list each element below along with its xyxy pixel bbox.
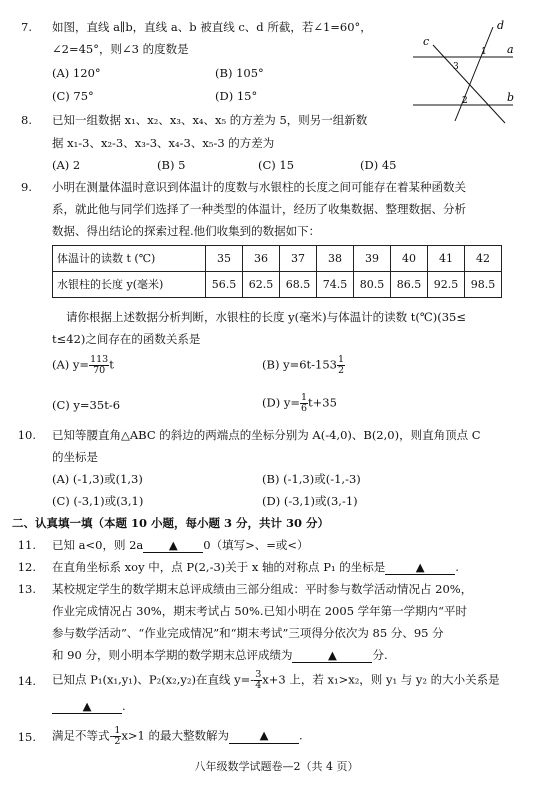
q13-text-line4 bbox=[52, 648, 388, 663]
q14-answer-blank[interactable]: ▲ bbox=[52, 699, 122, 714]
q12-prefix: 在直角坐标系 xoy 中，点 P(2,-3)关于 x 轴的对称点 P₁ 的坐标是 bbox=[52, 560, 386, 574]
q7-number: 7. bbox=[21, 20, 32, 34]
q10-number: 10. bbox=[17, 428, 36, 442]
q12-suffix: . bbox=[455, 560, 459, 574]
q13-text-line1: 某校规定学生的数学期末总评成绩由三部分组成：平时参与数学活动情况占 20%， bbox=[52, 582, 473, 596]
q8-option-d: (D) 45 bbox=[360, 158, 397, 172]
q8-option-b: (B) 5 bbox=[157, 158, 186, 172]
table-cell: 41 bbox=[428, 246, 465, 272]
fraction-denominator: 70 bbox=[93, 364, 106, 376]
q9-option-b-prefix: (B) y=6t-153 bbox=[262, 357, 337, 372]
q9-number: 9. bbox=[21, 180, 32, 194]
fraction-denominator: 2 bbox=[114, 735, 121, 747]
table-cell: 36 bbox=[243, 246, 280, 272]
q8-number: 8. bbox=[21, 113, 32, 127]
q15-text bbox=[52, 726, 303, 747]
fraction-numerator: 1 bbox=[300, 392, 308, 403]
q10-option-d: (D) (-3,1)或(3,-1) bbox=[262, 494, 358, 508]
q7-label-c: c bbox=[423, 35, 430, 48]
q7-label-b: b bbox=[507, 91, 515, 104]
table-cell: 39 bbox=[354, 246, 391, 272]
q11-prefix: 已知 a<0，则 2a bbox=[52, 538, 144, 552]
table-row bbox=[53, 246, 502, 272]
q11-text bbox=[52, 538, 309, 553]
q11-number: 11. bbox=[17, 538, 36, 552]
q7-label-angle2: 2 bbox=[462, 96, 468, 106]
fraction-numerator: 1 bbox=[114, 725, 121, 736]
q13-line4-suffix: 分. bbox=[372, 648, 388, 662]
q9-option-a-fraction bbox=[89, 355, 109, 376]
q7-option-c: (C) 75° bbox=[52, 89, 94, 103]
q7-text-line2: ∠2=45°，则∠3 的度数是 bbox=[52, 42, 189, 56]
q13-text-line3: 参与数学活动”、“作业完成情况”和“期末考试”三项得分依次为 85 分、95 分 bbox=[52, 626, 444, 640]
fraction-denominator: 4 bbox=[255, 679, 262, 691]
q9-text-line3: 数据、得出结论的探索过程.他们收集到的数据如下： bbox=[52, 224, 321, 238]
q9-data-table bbox=[52, 245, 502, 298]
q14-prefix: 已知点 P₁(x₁,y₁)、P₂(x₂,y₂)在直线 y=- bbox=[52, 672, 255, 687]
table-cell: 74.5 bbox=[317, 272, 354, 298]
q7-label-angle3: 3 bbox=[453, 62, 459, 72]
table-cell: 42 bbox=[465, 246, 502, 272]
fraction-denominator: 2 bbox=[338, 364, 345, 376]
q10-text-line1: 已知等腰直角△ABC 的斜边的两端点的坐标分别为 A(-4,0)、B(2,0)，则直角顶点 C bbox=[52, 428, 481, 442]
q14-number: 14. bbox=[17, 674, 36, 688]
table-cell: 80.5 bbox=[354, 272, 391, 298]
table-cell: 40 bbox=[391, 246, 428, 272]
q10-option-b: (B) (-1,3)或(-1,-3) bbox=[262, 472, 361, 486]
q13-answer-blank[interactable]: ▲ bbox=[292, 648, 372, 663]
q13-line4-prefix: 和 90 分，则小明本学期的数学期末总评成绩为 bbox=[52, 648, 293, 662]
q7-label-angle1: 1 bbox=[481, 47, 487, 57]
table-cell: 98.5 bbox=[465, 272, 502, 298]
q9-option-a-suffix: t bbox=[109, 357, 114, 372]
table-cell: 86.5 bbox=[391, 272, 428, 298]
q7-option-a: (A) 120° bbox=[52, 66, 101, 80]
q7-text-line1: 如图，直线 a∥b，直线 a、b 被直线 c、d 所截，若∠1=60°， bbox=[52, 20, 372, 34]
table-cell: 37 bbox=[280, 246, 317, 272]
q13-text-line2: 作业完成情况占 30%，期末考试占 50%.已知小明在 2005 学年第一学期内“平时 bbox=[52, 604, 468, 618]
table-cell: 92.5 bbox=[428, 272, 465, 298]
page-footer: 八年级数学试题卷—2（共 4 页） bbox=[194, 760, 359, 773]
q8-text-line2: 据 x₁-3、x₂-3、x₃-3、x₄-3、x₅-3 的方差为 bbox=[52, 136, 275, 150]
q15-number: 15. bbox=[17, 730, 36, 744]
table-cell: 68.5 bbox=[280, 272, 317, 298]
q15-suffix: . bbox=[299, 728, 303, 743]
q9-option-a-prefix: (A) y= bbox=[52, 357, 90, 372]
q13-number: 13. bbox=[17, 582, 36, 596]
q9-option-d-prefix: (D) y= bbox=[262, 395, 300, 410]
q12-text bbox=[52, 560, 459, 575]
fraction-numerator: 1 bbox=[338, 354, 345, 365]
q8-option-a: (A) 2 bbox=[52, 158, 81, 172]
q10-text-line2: 的坐标是 bbox=[52, 450, 98, 464]
fraction-denominator: 6 bbox=[300, 402, 308, 414]
table-row-header: 体温计的读数 t (℃) bbox=[53, 246, 206, 272]
q12-answer-blank[interactable]: ▲ bbox=[385, 560, 455, 575]
q9-option-b-fraction bbox=[337, 355, 345, 376]
q9-after-line2: t≤42)之间存在的函数关系是 bbox=[52, 332, 201, 346]
q10-option-c: (C) (-3,1)或(3,1) bbox=[52, 494, 144, 508]
q15-middle: x>1 的最大整数解为 bbox=[121, 728, 230, 743]
q15-answer-blank[interactable]: ▲ bbox=[229, 728, 299, 743]
table-cell: 56.5 bbox=[206, 272, 243, 298]
q9-option-d bbox=[262, 393, 337, 414]
q9-option-b bbox=[262, 355, 345, 376]
table-row-header: 水银柱的长度 y(毫米) bbox=[53, 272, 206, 298]
q10-option-a: (A) (-1,3)或(1,3) bbox=[52, 472, 143, 486]
q15-prefix: 满足不等式- bbox=[52, 728, 114, 743]
q14-text bbox=[52, 670, 500, 691]
q7-option-b: (B) 105° bbox=[215, 66, 264, 80]
q7-option-d: (D) 15° bbox=[215, 89, 258, 103]
fraction-numerator: 113 bbox=[90, 354, 109, 365]
q9-option-a bbox=[52, 355, 114, 376]
q7-label-d: d bbox=[497, 19, 505, 32]
section-2-heading: 二、认真填一填（本题 10 小题，每小题 3 分，共计 30 分） bbox=[12, 516, 330, 530]
q9-text-line2: 系，就此他与同学们选择了一种类型的体温计，经历了收集数据、整理数据、分析 bbox=[52, 202, 466, 216]
q12-number: 12. bbox=[17, 560, 36, 574]
q9-text-line1: 小明在测量体温时意识到体温计的度数与水银柱的长度之间可能存在着某种函数关 bbox=[52, 180, 466, 194]
q8-option-c: (C) 15 bbox=[258, 158, 295, 172]
table-cell: 38 bbox=[317, 246, 354, 272]
q7-figure bbox=[405, 15, 520, 125]
q11-suffix: 0（填写>、=或<） bbox=[203, 538, 309, 552]
q7-label-a: a bbox=[507, 43, 514, 56]
q8-text-line1: 已知一组数据 x₁、x₂、x₃、x₄、x₅ 的方差为 5，则另一组新数 bbox=[52, 113, 368, 127]
q9-option-d-suffix: t+35 bbox=[308, 395, 337, 410]
q14-suffix: x+3 上，若 x₁>x₂，则 y₁ 与 y₂ 的大小关系是 bbox=[262, 672, 500, 687]
q14-answer-line bbox=[52, 699, 126, 714]
q9-option-d-fraction bbox=[300, 393, 308, 414]
table-cell: 62.5 bbox=[243, 272, 280, 298]
q11-answer-blank[interactable]: ▲ bbox=[143, 538, 203, 553]
q14-end: . bbox=[122, 699, 126, 713]
table-row bbox=[53, 272, 502, 298]
table-cell: 35 bbox=[206, 246, 243, 272]
q9-after-line1: 请你根据上述数据分析判断，水银柱的长度 y(毫米)与体温计的读数 t(℃)(35≤ bbox=[66, 310, 466, 324]
fraction-numerator: 3 bbox=[255, 669, 262, 680]
q9-option-c: (C) y=35t-6 bbox=[52, 398, 121, 412]
